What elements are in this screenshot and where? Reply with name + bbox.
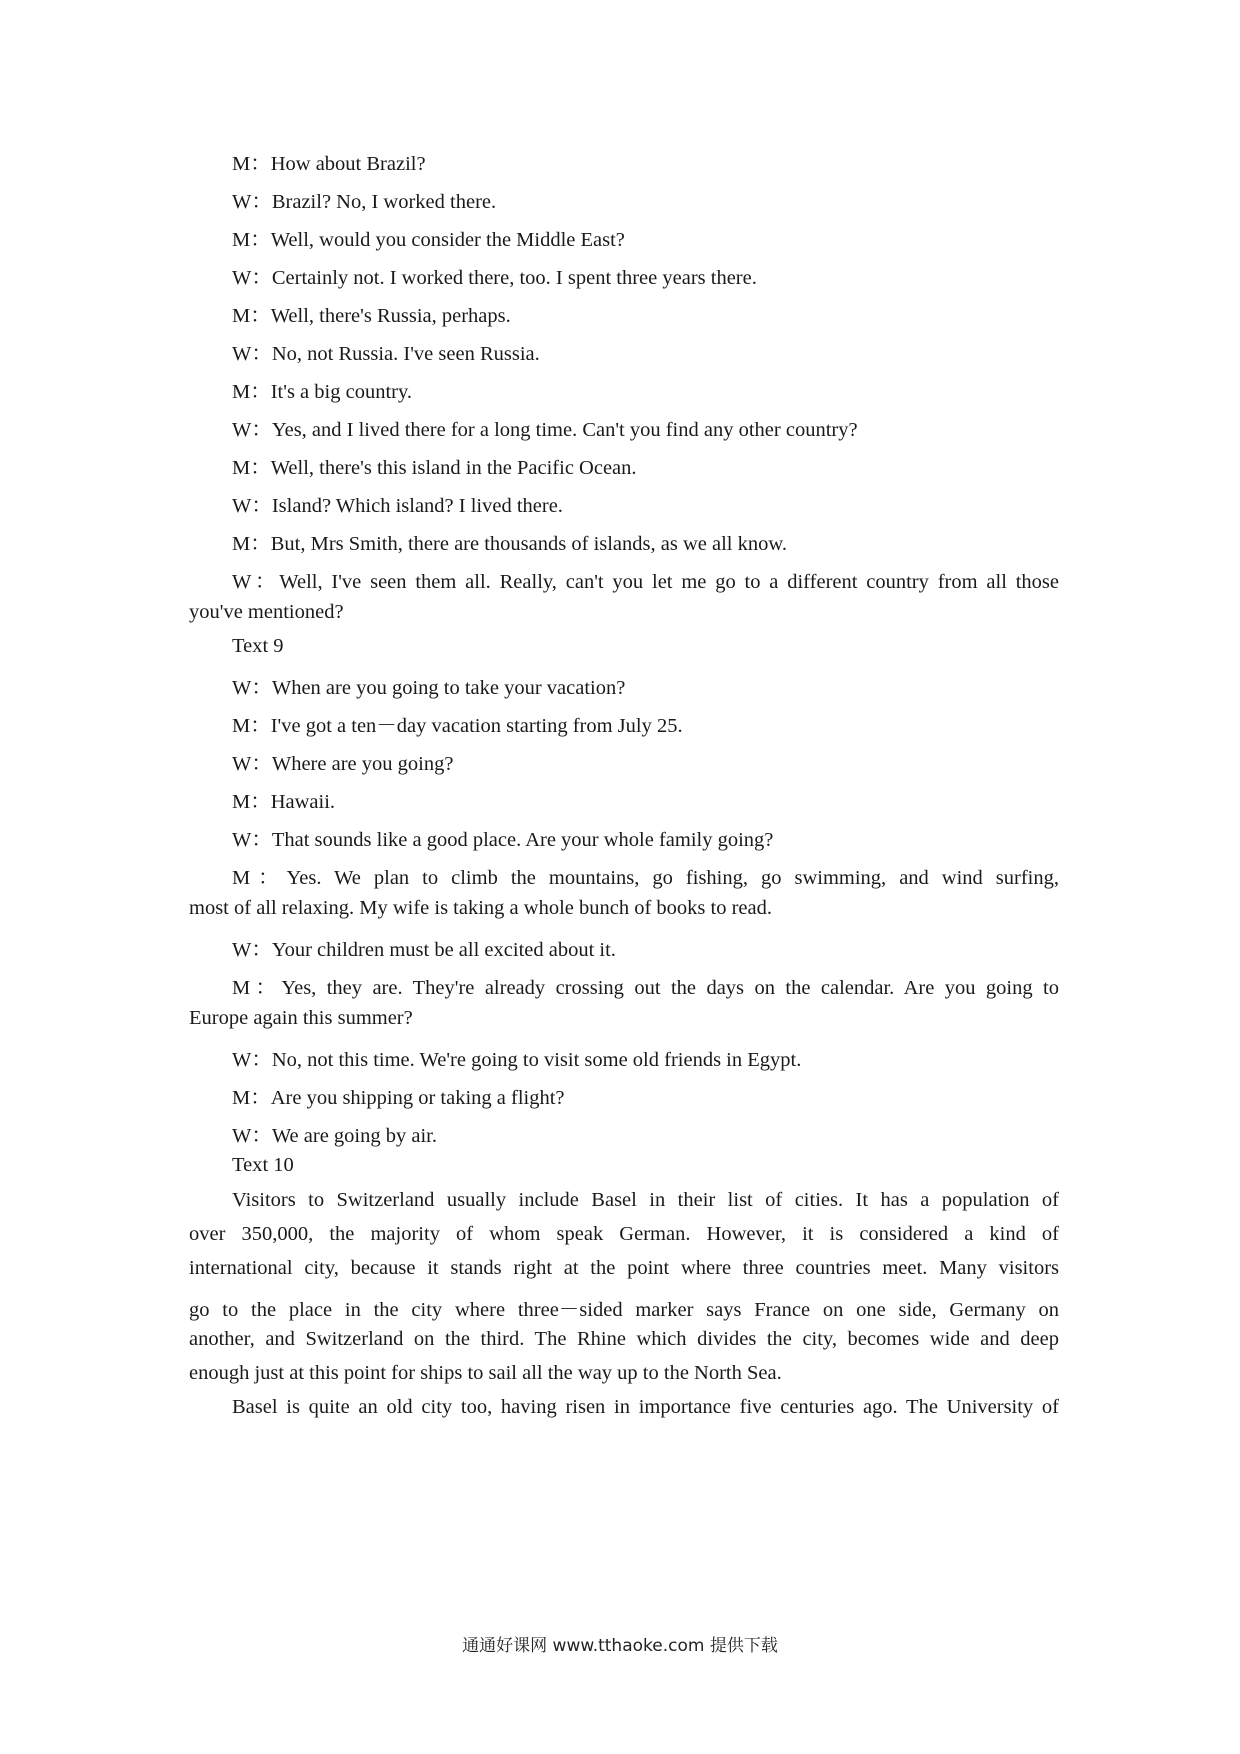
dialogue-line: W：We are going by air. [232,1125,437,1147]
dialogue-line: M：Hawaii. [232,791,336,813]
dialogue-line: M：Well, there's this island in the Pacific Ocean. [232,457,637,479]
dialogue-line: M：I've got a ten－day vacation starting from July 25. [232,715,683,737]
paragraph-line: Basel is quite an old city too, having risen in importance five centuries ago. The University of [232,1396,1059,1418]
dialogue-line: W：Island? Which island? I lived there. [232,495,563,517]
dialogue-line: W：Your children must be all excited about it. [232,939,616,961]
dialogue-line: M：Are you shipping or taking a flight? [232,1087,565,1109]
dialogue-line-continuation: you've mentioned? [189,601,344,623]
dialogue-line: M：Yes, they are. They're already crossing out the days on the calendar. Are you going to [232,977,1059,999]
dialogue-line: M：But, Mrs Smith, there are thousands of islands, as we all know. [232,533,787,555]
dialogue-line: W：Where are you going? [232,753,454,775]
dialogue-line: W：No, not Russia. I've seen Russia. [232,343,540,365]
paragraph-line: enough just at this point for ships to sail all the way up to the North Sea. [189,1362,782,1384]
dialogue-line: W：That sounds like a good place. Are your whole family going? [232,829,774,851]
dialogue-line: M：How about Brazil? [232,153,426,175]
paragraph-line: over 350,000, the majority of whom speak German. However, it is considered a kind of [189,1223,1059,1245]
paragraph-line: Visitors to Switzerland usually include Basel in their list of cities. It has a population of [232,1189,1059,1211]
dialogue-line: M：Well, there's Russia, perhaps. [232,305,511,327]
dialogue-line: M：Well, would you consider the Middle East? [232,229,625,251]
dialogue-line: W：Certainly not. I worked there, too. I spent three years there. [232,267,757,289]
paragraph-line: international city, because it stands right at the point where three countries meet. Many visitors [189,1257,1059,1279]
dialogue-line: W：When are you going to take your vacation? [232,677,626,699]
section-heading-text-10: Text 10 [232,1154,294,1176]
dialogue-line: W：Yes, and I lived there for a long time. Can't you find any other country? [232,419,858,441]
dialogue-line: M：It's a big country. [232,381,413,403]
dialogue-line: W：No, not this time. We're going to visit some old friends in Egypt. [232,1049,802,1071]
page-footer: 通通好课网 www.tthaoke.com 提供下载 [462,1636,778,1656]
dialogue-line-continuation: Europe again this summer? [189,1007,413,1029]
section-heading-text-9: Text 9 [232,635,284,657]
paragraph-line: another, and Switzerland on the third. The Rhine which divides the city, becomes wide and deep [189,1328,1059,1350]
dialogue-line: W：Well, I've seen them all. Really, can't you let me go to a different country from all those [232,571,1059,593]
dialogue-line: W：Brazil? No, I worked there. [232,191,497,213]
paragraph-line: go to the place in the city where three－sided marker says France on one side, Germany on [189,1299,1059,1321]
dialogue-line: M：Yes. We plan to climb the mountains, go fishing, go swimming, and wind surfing, [232,867,1059,889]
dialogue-line-continuation: most of all relaxing. My wife is taking a whole bunch of books to read. [189,897,772,919]
